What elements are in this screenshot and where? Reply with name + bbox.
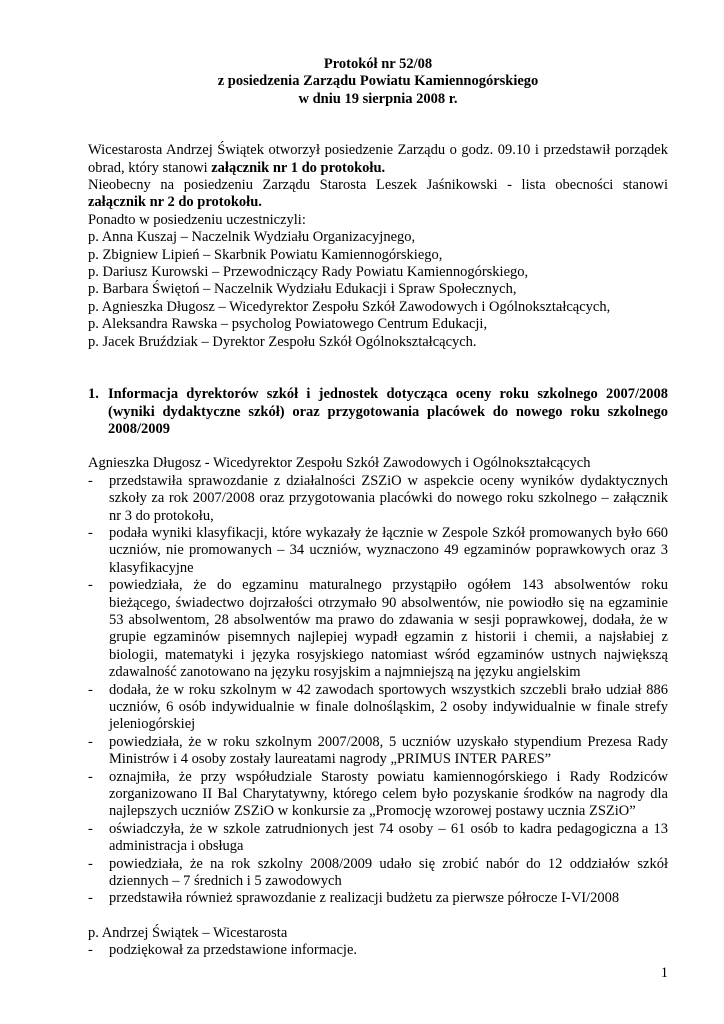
participants-heading: Ponadto w posiedzeniu uczestniczyli: [88, 211, 306, 228]
dash-marker: - [88, 855, 93, 872]
intro-section [88, 142, 668, 351]
list-item [88, 821, 668, 856]
speaker-1-points [88, 473, 668, 908]
list-item [88, 856, 668, 891]
list-item [88, 682, 668, 734]
dash-marker: - [88, 681, 93, 698]
participant-item: p. Agnieszka Długosz – Wicedyrektor Zespołu Szkół Zawodowych i Ogólnokształcących, [88, 298, 611, 315]
speaker-2: p. Andrzej Świątek – Wicestarosta [88, 924, 288, 941]
participant-item: p. Dariusz Kurowski – Przewodniczący Rady Powiatu Kamiennogórskiego, [88, 264, 529, 281]
list-item-text: powiedziała, że na rok szkolny 2008/2009 udało się zrobić nabór do 12 oddziałów szkół dziennych – 7 średnich i 5 zawodowych [109, 855, 668, 890]
attachment-1-ref: załącznik nr 1 do protokołu. [211, 159, 386, 176]
list-item-text: przedstawiła sprawozdanie z działalności ZSZiO w aspekcie oceny wyników dydaktycznych szkoły za rok 2007/2008 oraz przygotowania placówki do nowego roku szkolnego – załącznik nr 3 do protokołu, [109, 472, 668, 524]
speaker-1: Agnieszka Długosz - Wicedyrektor Zespołu Szkół Zawodowych i Ogólnokształcących [88, 455, 591, 472]
document-page [88, 56, 668, 960]
protocol-title: Protokół nr 52/08 [323, 56, 433, 72]
intro-paragraph-1 [88, 142, 668, 177]
list-item [88, 577, 668, 681]
participant-item: p. Jacek Bruździak – Dyrektor Zespołu Szkół Ogólnokształcących. [88, 333, 477, 350]
section-number: 1. [88, 386, 99, 403]
participant-item: p. Zbigniew Lipień – Skarbnik Powiatu Kamiennogórskiego, [88, 246, 443, 263]
dash-marker: - [88, 472, 93, 489]
intro-paragraph-2 [88, 177, 668, 212]
speaker-2-points [88, 942, 668, 959]
page-number: 1 [660, 965, 668, 981]
dash-marker: - [88, 890, 93, 907]
participant-item: p. Barbara Świętoń – Naczelnik Wydziału Edukacji i Spraw Społecznych, [88, 281, 517, 298]
attachment-2-ref: załącznik nr 2 do protokołu. [88, 194, 262, 211]
participant-item: p. Aleksandra Rawska – psycholog Powiatowego Centrum Edukacji, [88, 316, 488, 333]
list-item [88, 473, 668, 525]
list-item-text: przedstawiła również sprawozdanie z realizacji budżetu za pierwsze półrocze I-VI/2008 [109, 890, 620, 907]
protocol-date: w dniu 19 sierpnia 2008 r. [298, 90, 458, 107]
dash-marker: - [88, 577, 93, 594]
section-title-text: Informacja dyrektorów szkół i jednostek dotycząca oceny roku szkolnego 2007/2008 (wyniki dydaktyczne szkół) oraz przygotowania placówek do nowego roku szkolnego 2008/2009 [108, 386, 668, 437]
dash-marker: - [88, 820, 93, 837]
list-item-text: podziękował za przedstawione informacje. [109, 942, 358, 959]
participants-list [88, 229, 668, 351]
list-item [88, 525, 668, 577]
list-item-text: oznajmiła, że przy współudziale Starosty powiatu kamiennogórskiego i Rady Rodziców zorganizowano II Bal Charytatywny, którego celem było pozyskanie środków na nagrody dla najlepszych uczniów ZSZiO w konkursie za „Promocję wzorowej postawy ucznia ZSZiO” [109, 768, 668, 820]
list-item-text: dodała, że w roku szkolnym w 42 zawodach sportowych wszystkich szczebli brało udział 886 uczniów, 6 osób indywidualnie w finale dolnośląskim, 2 osoby indywidualnie w finale strefy jeleniogórskiej [109, 681, 668, 733]
list-item-text: podała wyniki klasyfikacji, które wykazały że łącznie w Zespole Szkół promowanych było 660 uczniów, nie promowanych – 34 uczniów, wyznaczono 49 egzaminów poprawkowych oraz 3 klasyfikacyjne [109, 524, 668, 576]
intro-p2-text: Nieobecny na posiedzeniu Zarządu Starosta Leszek Jaśnikowski - lista obecności stanowi [88, 177, 668, 194]
participant-item: p. Anna Kuszaj – Naczelnik Wydziału Organizacyjnego, [88, 229, 416, 246]
dash-marker: - [88, 942, 93, 959]
dash-marker: - [88, 768, 93, 785]
list-item-text: powiedziała, że do egzaminu maturalnego przystąpiło ogółem 143 absolwentów roku bieżącego, świadectwo dojrzałości otrzymało 90 absolwentów, nie powiodło się na egzaminie 53 absolwentom, 28 absolwentów ma prawo do zdawania w sesji poprawkowej, dodała, że w grupie egzaminów pisemnych najlepiej wypadł egzamin z historii i chemii, a najsłabiej z biologii, matematyki i języka rosyjskiego natomiast wśród egzaminów ustnych największą zdawalność zanotowano na języku rosyjskim a najmniejszą na języku angielskim [109, 577, 668, 681]
list-item [88, 769, 668, 821]
document-header [88, 56, 668, 108]
list-item [88, 890, 668, 907]
list-item [88, 734, 668, 769]
list-item [88, 942, 668, 959]
section-1-title [88, 386, 668, 438]
list-item-text: oświadczyła, że w szkole zatrudnionych jest 74 osoby – 61 osób to kadra pedagogiczna a 13 administracja i obsługa [109, 820, 668, 855]
dash-marker: - [88, 733, 93, 750]
list-item-text: powiedziała, że w roku szkolnym 2007/2008, 5 uczniów uzyskało stypendium Prezesa Rady Ministrów i 4 osoby zostały laureatami nagrody „PRIMUS INTER PARES” [109, 733, 668, 768]
intro-p1-text: Wicestarosta Andrzej Świątek otworzył posiedzenie Zarządu o godz. 09.10 i przedstawił porządek obrad, który stanowi [88, 142, 668, 176]
protocol-subtitle: z posiedzenia Zarządu Powiatu Kamiennogórskiego [217, 73, 539, 90]
dash-marker: - [88, 524, 93, 541]
